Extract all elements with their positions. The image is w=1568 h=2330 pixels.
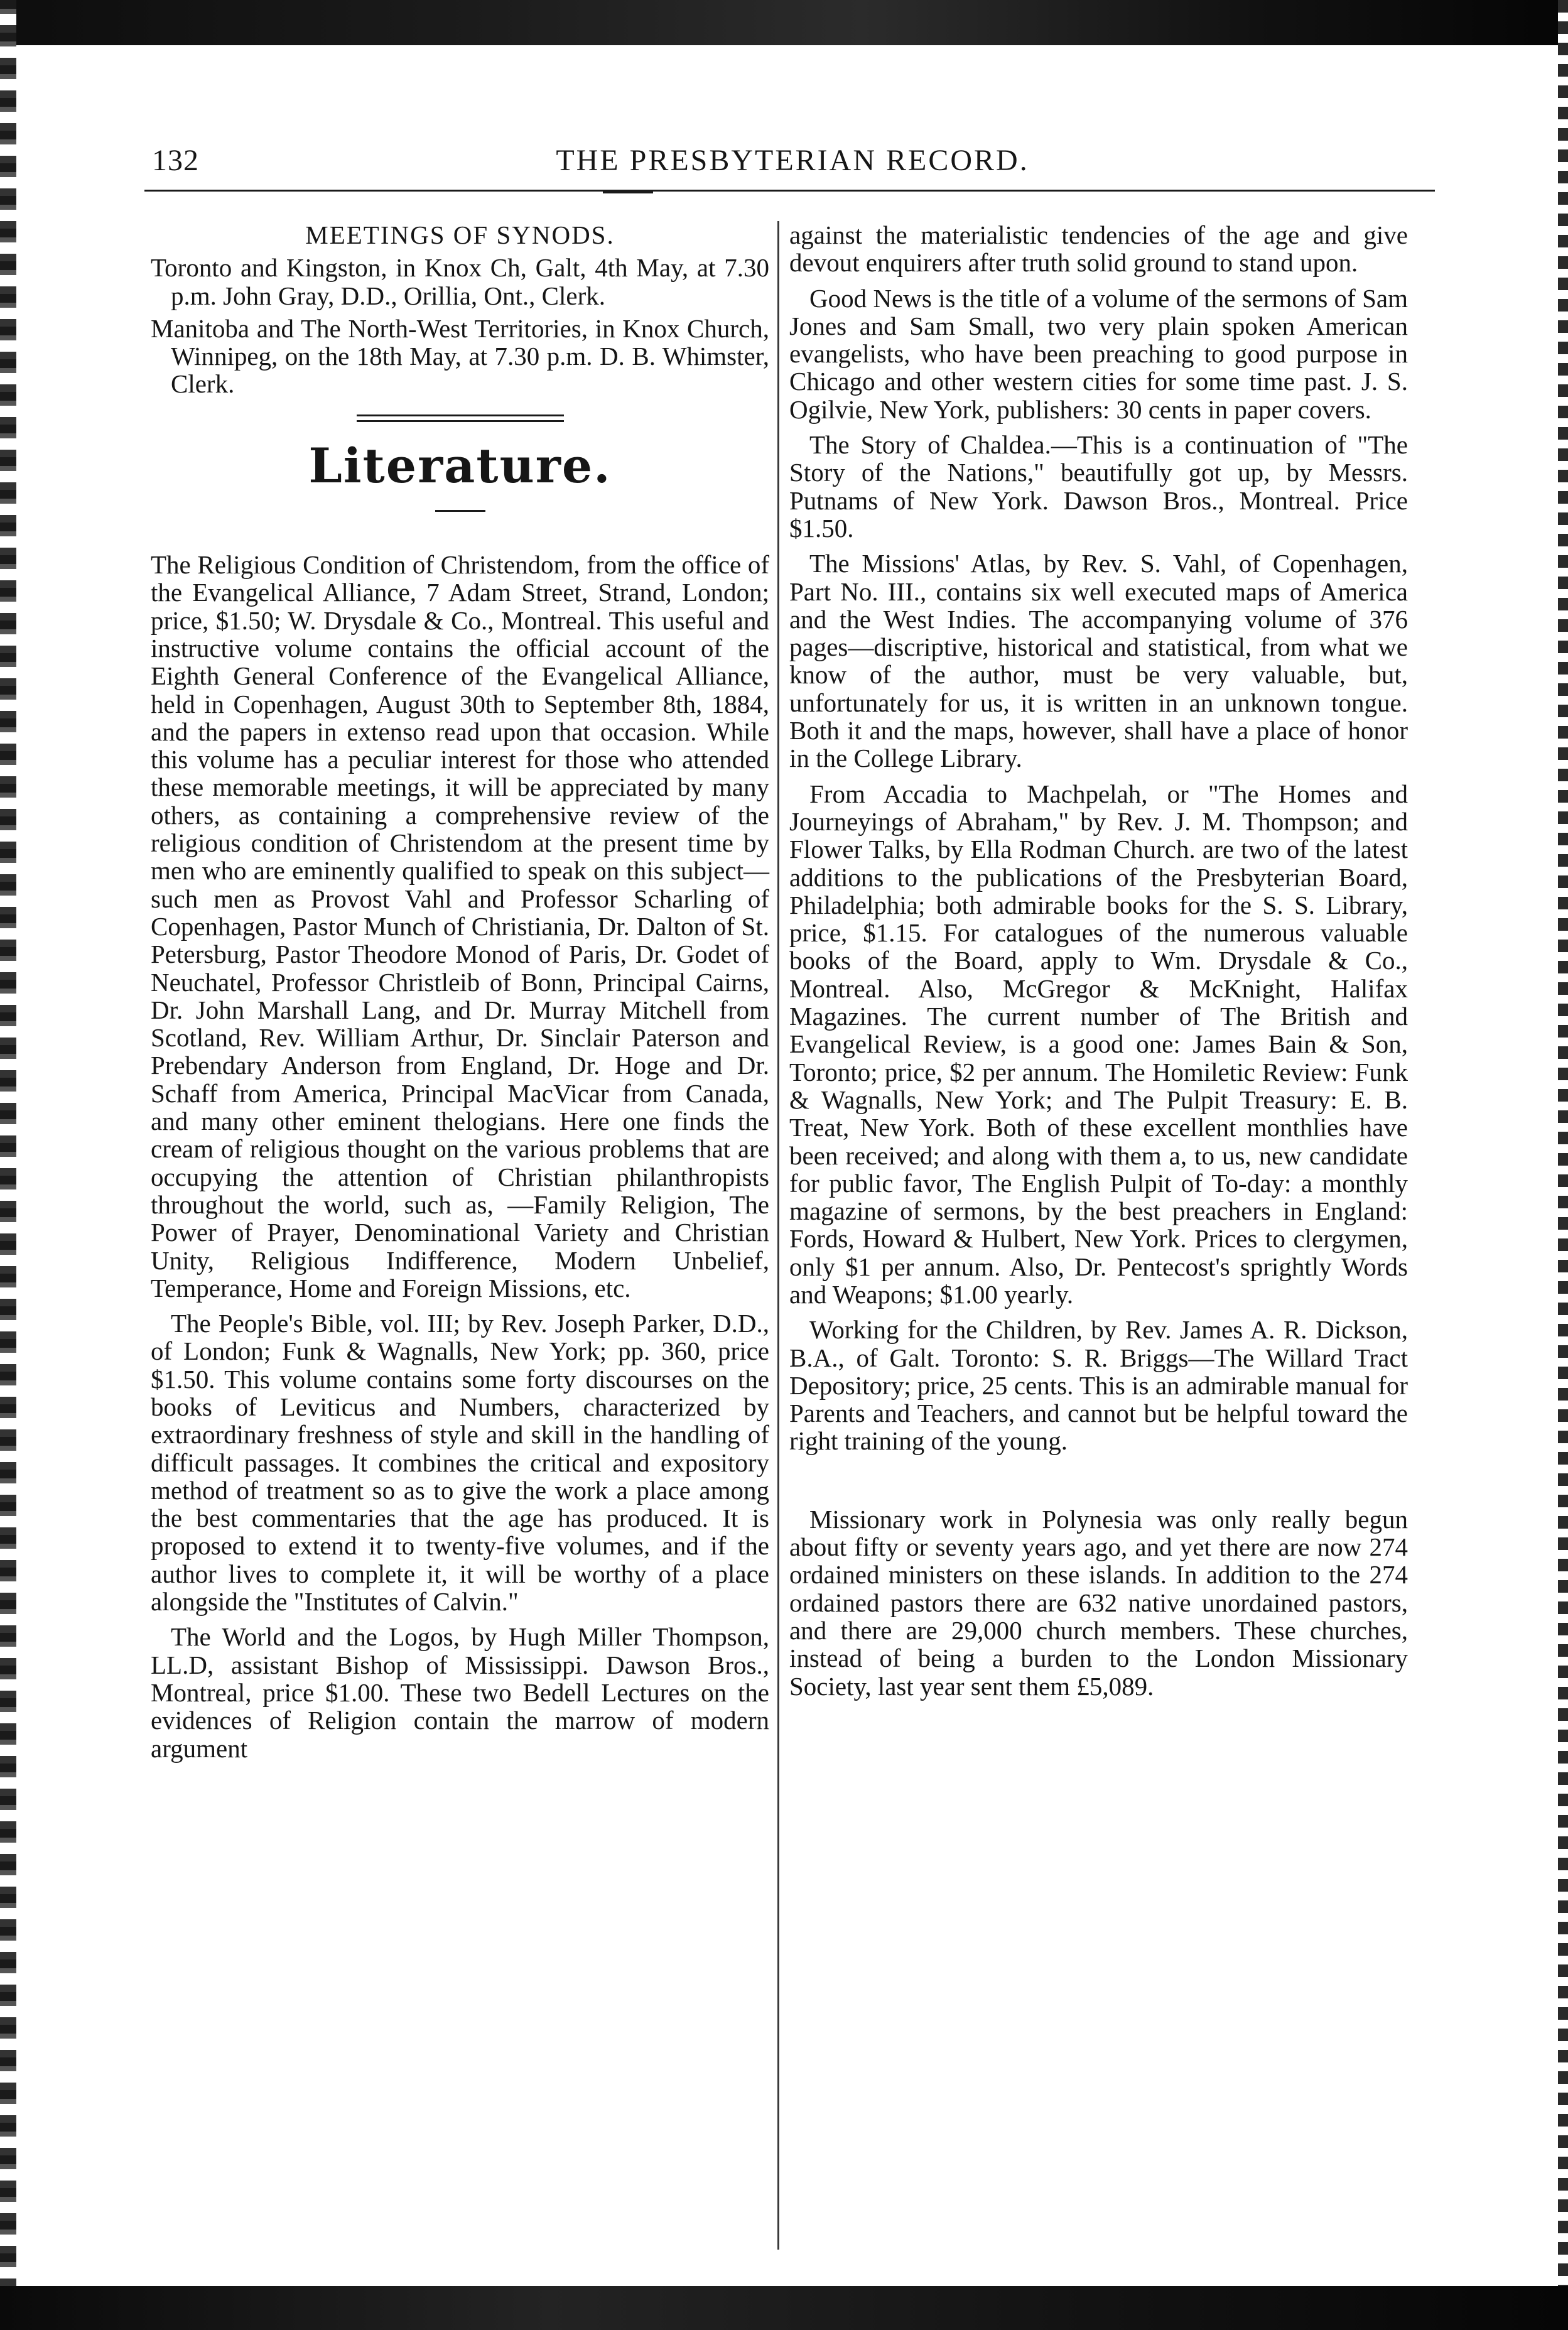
journal-title: THE PRESBYTERIAN RECORD. [556, 144, 1029, 177]
section-double-rule [357, 415, 564, 422]
review-peoples-bible: The People's Bible, vol. III; by Rev. Joseph Parker, D.D., of London; Funk & Wagnalls, New York; pp. 360, price $1.50. This volume contains some forty discourses on the books of Leviticus and Numbers, characterized by extraordinary freshness of style and skill in the handling of difficult passages. It combines the critical and expository method of treatment so as to give the work a place among the best commentaries that the age has produced. It is proposed to extend it to twenty-five volumes, and if the author lives to complete it, it will be worthy of a place alongside the "Institutes of Calvin." [151, 1309, 769, 1617]
synods-heading: MEETINGS OF SYNODS. [305, 220, 615, 249]
header-rule [144, 190, 1435, 192]
section-gap [789, 1463, 1408, 1505]
review-chaldea: The Story of Chaldea.—This is a continuation of "The Story of the Nations," beautifully got up, by Messrs. Putnams of New York. Dawson Bros., Montreal. Price $1.50. [789, 430, 1408, 543]
right-column [789, 221, 1408, 1708]
review-religious-condition: The Religious Condition of Christendom, from the office of the Evangelical Alliance, 7 Adam Street, Strand, London; price, $1.50; W. Drysdale & Co., Montreal. This useful and instructive volume contains the official account of the Eighth General Conference of the Evangelical Alliance, held in Copenhagen, August 30th to September 8th, 1884, and the papers in extenso read upon that occasion. While this volume has a peculiar interest for those who attended these memorable meetings, it will be appreciated by many others, as containing a comprehensive review of the religious condition of Christendom at the present time by men who are eminently qualified to speak on this subject—such men as Provost Vahl and Professor Scharling of Copenhagen, Pastor Munch of Christiania, Dr. Dalton of St. Petersburg, Pastor Theodore Monod of Paris, Dr. Godet of Neuchatel, Professor Christleib of Bonn, Principal Cairns, Dr. John Marshall Lang, and Dr. Murray Mitchell from Scotland, Rev. William Arthur, Dr. Sinclair Paterson and Prebendary Anderson from England, Dr. Hoge and Dr. Schaff from America, Principal MacVicar from Canada, and many other eminent thelogians. Here one finds the cream of religious thought on the various problems that are occupying the attention of Christian philanthropists throughout the world, such as, —Family Religion, The Power of Prayer, Denominational Variety and Christian Unity, Religious Indifference, Modern Unbelief, Temperance, Home and Foreign Missions, etc. [151, 550, 769, 1303]
note-missionary: Missionary work in Polynesia was only really begun about fifty or seventy years ago, and yet there are now 274 ordained ministers on these islands. In addition to the 274 ordained pastors there are 632 native unordained pastors, and there are 29,000 church members. These churches, instead of being a burden to the London Missionary Society, last year sent them £5,089. [789, 1504, 1408, 1701]
literature-rule [435, 510, 485, 512]
page-number: 132 [152, 144, 199, 177]
synod-toronto: Toronto and Kingston, in Knox Ch, Galt, 4th May, at 7.30 p.m. John Gray, D.D., Orillia, Ont., Clerk. [151, 253, 769, 310]
scan-left-edge [0, 0, 16, 2330]
running-header [152, 143, 1433, 183]
scan-bottom-edge [0, 2286, 1568, 2330]
review-world-logos: The World and the Logos, by Hugh Miller Thompson, LL.D, assistant Bishop of Mississippi. Dawson Bros., Montreal, price $1.00. These two Bedell Lectures on the evidences of Religion contain the marrow of modern argument [151, 1622, 769, 1763]
review-accadia: From Accadia to Machpelah, or "The Homes and Journeyings of Abraham," by Rev. J. M. Thompson; and Flower Talks, by Ella Rodman Church. are two of the latest additions to the publications of the Presbyterian Board, Philadelphia; both admirable books for the S. S. Library, price, $1.15. For catalogues of the numerous valuable books of the Board, apply to Wm. Drysdale & Co., Montreal. Also, McGregor & McKnight, Halifax Magazines. The current number of The British and Evangelical Review, is a good one: James Bain & Son, Toronto; price, $2 per annum. The Homiletic Review: Funk & Wagnalls, New York; and The Pulpit Treasury: E. B. Treat, New York. Both of these excellent monthlies have been received; and along with them a, to us, new candidate for public favor, The English Pulpit of To-day: a monthly magazine of sermons, by the best preachers in England: Fords, Howard & Hulbert, New York. Prices to clergymen, only $1 per annum. Also, Dr. Pentecost's sprightly Words and Weapons; $1.00 yearly. [789, 779, 1408, 1309]
review-working-children: Working for the Children, by Rev. James A. R. Dickson, B.A., of Galt. Toronto: S. R. Briggs—The Willard Tract Depository; price, 25 cents. This is an admirable manual for Parents and Teachers, and cannot but be helpful toward the right training of the young. [789, 1315, 1408, 1456]
header-rule-mark [603, 190, 653, 193]
review-good-news: Good News is the title of a volume of the sermons of Sam Jones and Sam Small, two very plain spoken American evangelists, who have been preaching to good purpose in Chicago and other western cities for some time past. J. S. Ogilvie, New York, publishers: 30 cents in paper covers. [789, 283, 1408, 424]
page [144, 0, 1435, 2330]
literature-heading: Literature. [308, 437, 612, 494]
synod-manitoba: Manitoba and The North-West Territories, in Knox Church, Winnipeg, on the 18th May, at 7.30 p.m. D. B. Whimster, Clerk. [151, 313, 769, 399]
column-divider [777, 221, 779, 2250]
review-continuation: against the materialistic tendencies of the age and give devout enquirers after truth solid ground to stand upon. [789, 220, 1408, 278]
review-missions-atlas: The Missions' Atlas, by Rev. S. Vahl, of Copenhagen, Part No. III., contains six well executed maps of America and the West Indies. The accompanying volume of 376 pages—discriptive, historical and statistical, from what we know of the author, must be very valuable, but, unfortunately for us, it is written in an unknown tongue. Both it and the maps, however, shall have a place of honor in the College Library. [789, 549, 1408, 773]
scan-right-edge [1558, 0, 1568, 2330]
left-column [151, 221, 769, 1770]
